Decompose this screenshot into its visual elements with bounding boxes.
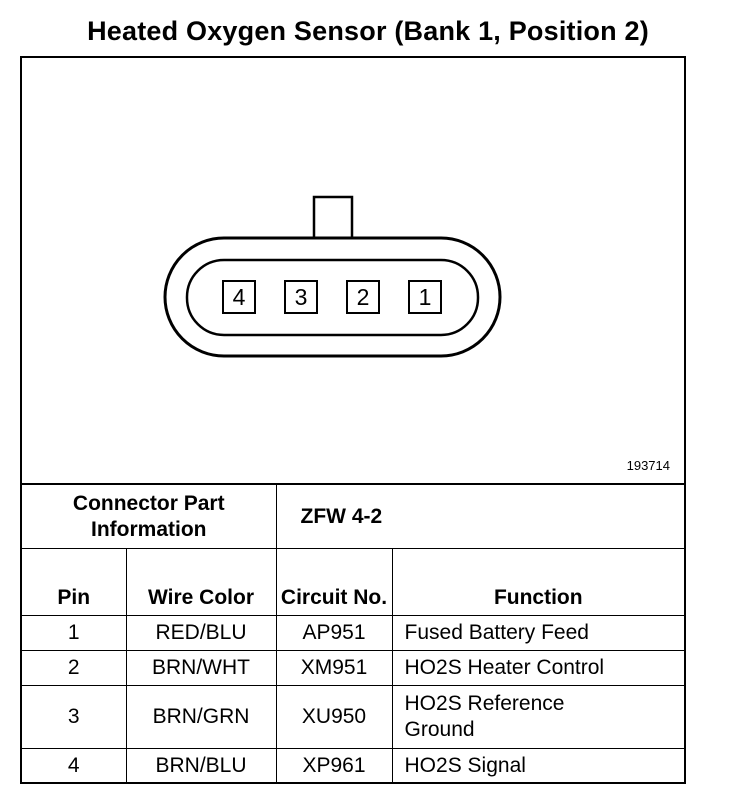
pin-4: 4 bbox=[222, 280, 256, 314]
pin-1: 1 bbox=[408, 280, 442, 314]
header-function: Function bbox=[392, 549, 684, 616]
pinout-table bbox=[22, 485, 684, 784]
pin-3: 3 bbox=[284, 280, 318, 314]
cell-circuit: AP951 bbox=[276, 616, 392, 651]
connector-info-row bbox=[22, 485, 684, 549]
cell-function: HO2S Reference Ground bbox=[392, 686, 684, 749]
cell-wire-color: BRN/BLU bbox=[126, 749, 276, 784]
cell-function: HO2S Heater Control bbox=[392, 651, 684, 686]
connector-diagram bbox=[22, 58, 684, 484]
connector-drawing bbox=[22, 58, 684, 484]
header-row bbox=[22, 549, 684, 616]
cell-pin: 1 bbox=[22, 616, 126, 651]
connector-info-value: ZFW 4-2 bbox=[276, 485, 684, 549]
diagram-frame bbox=[20, 56, 686, 784]
table-row bbox=[22, 616, 684, 651]
cell-circuit: XP961 bbox=[276, 749, 392, 784]
diagram-title: Heated Oxygen Sensor (Bank 1, Position 2) bbox=[87, 16, 649, 46]
cell-pin: 4 bbox=[22, 749, 126, 784]
figure-number: 193714 bbox=[626, 458, 670, 473]
table-row bbox=[22, 686, 684, 749]
cell-circuit: XM951 bbox=[276, 651, 392, 686]
connector-info-label: Connector Part Information bbox=[22, 485, 276, 549]
pin-2: 2 bbox=[346, 280, 380, 314]
cell-pin: 2 bbox=[22, 651, 126, 686]
table-row bbox=[22, 749, 684, 784]
cell-function: Fused Battery Feed bbox=[392, 616, 684, 651]
cell-wire-color: BRN/WHT bbox=[126, 651, 276, 686]
cell-function: HO2S Signal bbox=[392, 749, 684, 784]
connector-lock-tab bbox=[314, 197, 352, 241]
connector-outer-shell bbox=[165, 238, 500, 356]
cell-pin: 3 bbox=[22, 686, 126, 749]
cell-circuit: XU950 bbox=[276, 686, 392, 749]
cell-wire-color: BRN/GRN bbox=[126, 686, 276, 749]
header-wire-color: Wire Color bbox=[126, 549, 276, 616]
header-pin: Pin bbox=[22, 549, 126, 616]
header-circuit-no: Circuit No. bbox=[276, 549, 392, 616]
cell-wire-color: RED/BLU bbox=[126, 616, 276, 651]
table-row bbox=[22, 651, 684, 686]
